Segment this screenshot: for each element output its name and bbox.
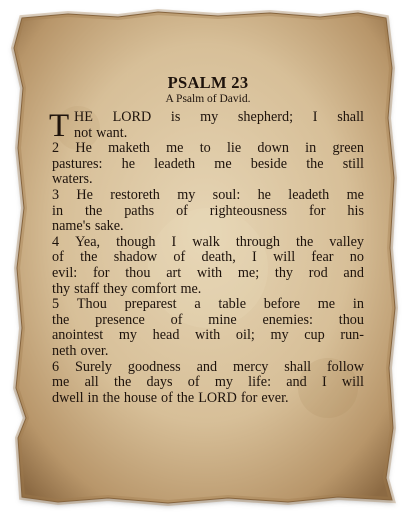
verse-line: dwell in the house of the LORD for ever. xyxy=(52,389,289,406)
psalm-subtitle: A Psalm of David. xyxy=(165,93,251,105)
verse-line: waters. xyxy=(52,171,93,188)
verse-line: 6 Surely goodness and mercy shall follow xyxy=(52,358,364,375)
verse-line: the presence of mine enemies: thou xyxy=(52,311,364,328)
verse-line: of the shadow of death, I will fear no xyxy=(52,249,364,266)
verse-line: anointest my head with oil; my cup run- xyxy=(52,327,364,344)
verse-line: thy staff they comfort me. xyxy=(52,280,202,297)
verse-line: me all the days of my life: and I will xyxy=(52,374,364,391)
verse-line: neth over. xyxy=(52,342,109,359)
verse-line: evil: for thou art with me; thy rod and xyxy=(52,264,364,281)
psalm-title: PSALM 23 xyxy=(167,73,249,92)
verse-line: 4 Yea, though I walk through the valley xyxy=(52,233,364,250)
verse-line: not want. xyxy=(74,124,128,141)
verse-line: in the paths of righteousness for his xyxy=(52,202,364,219)
verse-line: HE LORD is my shepherd; I shall xyxy=(74,109,364,125)
drop-cap: T xyxy=(49,108,70,144)
verse-line: 2 He maketh me to lie down in green xyxy=(52,140,364,157)
verse-line: pastures: he leadeth me beside the still xyxy=(52,155,364,172)
verse-line: name's sake. xyxy=(52,218,124,235)
verse-lines xyxy=(52,110,364,406)
psalm-text xyxy=(49,73,364,406)
verse-line: 5 Thou preparest a table before me in xyxy=(52,296,364,313)
verse-line: 3 He restoreth my soul: he leadeth me xyxy=(52,186,364,203)
